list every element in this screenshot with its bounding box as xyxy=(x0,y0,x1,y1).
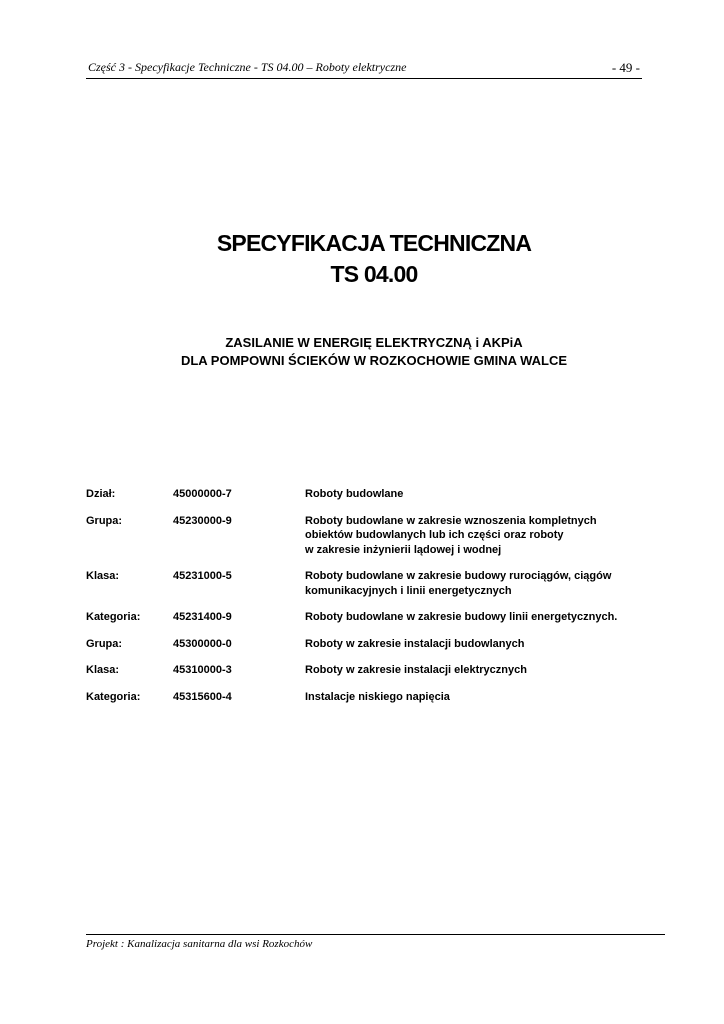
document-subtitle xyxy=(0,334,724,370)
cpv-description: Roboty budowlane w zakresie budowy linii energetycznych. xyxy=(305,611,618,623)
table-row xyxy=(86,514,666,558)
page-number: - 49 - xyxy=(611,60,640,75)
cpv-description: Roboty budowlane w zakresie budowy rurociągów, ciągów komunikacyjnych i linii energetycznych xyxy=(305,570,612,597)
cpv-description: Roboty budowlane w zakresie wznoszenia kompletnych obiektów budowlanych lub ich części oraz roboty w zakresie inżynierii lądowej i wodnej xyxy=(305,514,597,556)
document-title xyxy=(0,228,724,290)
project-name: Projekt : Kanalizacja sanitarna dla wsi Rozkochów xyxy=(86,938,313,950)
cpv-label: Kategoria: xyxy=(86,690,141,703)
cpv-code: 45000000-7 xyxy=(173,488,232,500)
cpv-description: Roboty w zakresie instalacji budowlanych xyxy=(305,637,525,650)
cpv-code: 45310000-3 xyxy=(173,664,232,676)
table-row xyxy=(86,487,666,502)
table-row xyxy=(86,690,666,705)
table-row xyxy=(86,569,666,598)
cpv-code: 45231400-9 xyxy=(173,611,232,623)
cpv-label: Dział: xyxy=(86,488,116,500)
cpv-label: Grupa: xyxy=(86,514,123,527)
page-footer xyxy=(86,934,665,950)
cpv-code: 45300000-0 xyxy=(173,637,232,650)
title-line-2: TS 04.00 xyxy=(330,261,418,287)
cpv-label: Grupa: xyxy=(86,637,123,650)
page-header xyxy=(86,58,642,79)
running-title: Część 3 - Specyfikacje Techniczne - TS 04.00 – Roboty elektryczne xyxy=(88,60,407,74)
cpv-classification-table xyxy=(86,487,666,716)
cpv-code: 45231000-5 xyxy=(173,570,232,582)
cpv-label: Klasa: xyxy=(86,570,120,582)
table-row xyxy=(86,610,666,625)
cpv-label: Klasa: xyxy=(86,664,120,676)
table-row xyxy=(86,637,666,652)
subtitle-line-1: ZASILANIE W ENERGIĘ ELEKTRYCZNĄ i AKPiA xyxy=(225,335,523,350)
cpv-code: 45230000-9 xyxy=(173,514,232,527)
cpv-description: Roboty w zakresie instalacji elektrycznych xyxy=(305,664,527,676)
cpv-label: Kategoria: xyxy=(86,611,141,623)
cpv-description: Instalacje niskiego napięcia xyxy=(305,690,450,703)
cpv-code: 45315600-4 xyxy=(173,690,232,703)
cpv-description: Roboty budowlane xyxy=(305,488,404,500)
table-row xyxy=(86,663,666,678)
title-line-1: SPECYFIKACJA TECHNICZNA xyxy=(216,230,532,256)
subtitle-line-2: DLA POMPOWNI ŚCIEKÓW W ROZKOCHOWIE GMINA WALCE xyxy=(180,353,568,368)
